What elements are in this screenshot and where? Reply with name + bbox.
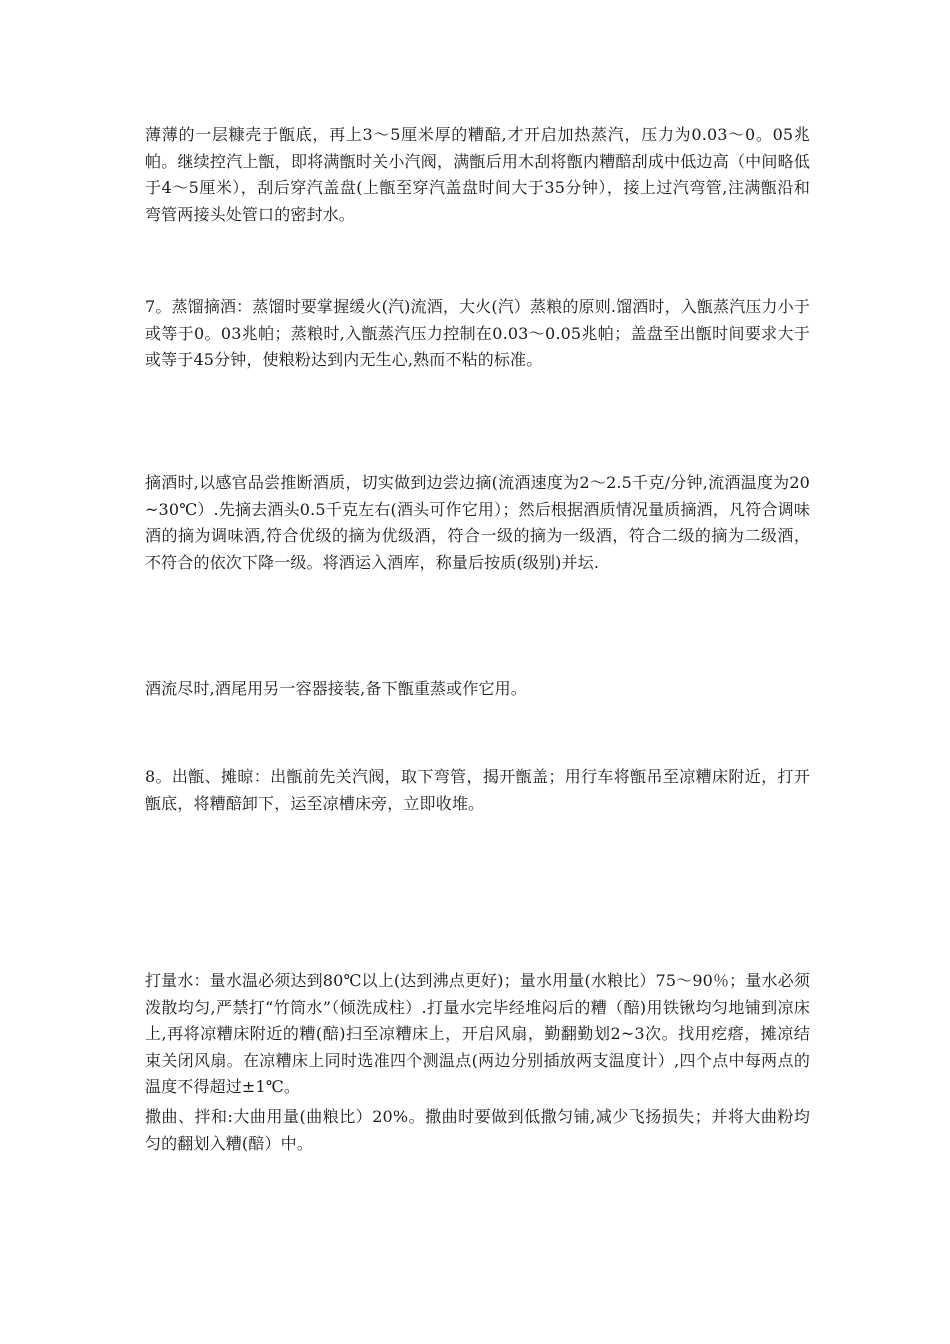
paragraph-liquor-picking: 摘酒时,以感官品尝推断酒质，切实做到边尝边摘(流酒速度为2～2.5千克/分钟,流酒温度为20~30℃）.先摘去酒头0.5千克左右(酒头可作它用）；然后根据酒质情况量质摘酒，凡符合调味酒的摘为调味酒,符合优级的摘为优级酒，符合一级的摘为一级酒，符合二级的摘为二级酒，不符合的依次下降一级。将酒运入酒库，称量后按质(级别)并坛. (145, 473, 810, 572)
paragraph-water-addition: 打量水：量水温必须达到80℃以上(达到沸点更好)；量水用量(水粮比）75～90％；量水必须泼散均匀,严禁打“竹筒水”（倾洗成柱）.打量水完毕经堆闷后的糟（醅)用铁锹均匀地铺到凉床上,再将凉糟床附近的糟(醅)扫至凉糟床上，开启风扇，勤翻勤划2~3次。找用疙瘩，摊凉结束关闭风扇。在凉糟床上同时选准四个测温点(两边分别插放两支温度计）,四个点中每两点的温度不得超过±1℃。 (145, 971, 810, 1096)
paragraph-liquor-tail: 酒流尽时,酒尾用另一容器接装,备下甑重蒸或作它用。 (145, 679, 527, 698)
paragraph-step8-cooling: 8。出甑、摊晾：出甑前先关汽阀，取下弯管，揭开甑盖；用行车将甑吊至凉糟床附近，打开甑底，将糟醅卸下，运至凉槽床旁，立即收堆。 (145, 767, 810, 813)
paragraph-steaming-loading: 薄薄的一层糠壳于甑底，再上3～5厘米厚的糟醅,才开启加热蒸汽，压力为0.03～0。05兆帕。继续控汽上甑，即将满甑时关小汽阀，满甑后用木刮将甑内糟醅刮成中低边高（中间略低于4～5厘米），刮后穿汽盖盘(上甑至穿汽盖盘时间大于35分钟），接上过汽弯管,注满甑沿和弯管两接头处管口的密封水。 (145, 125, 810, 224)
paragraph-koji-mixing: 撒曲、拌和:大曲用量(曲粮比）20%。撒曲时要做到低撒匀铺,减少飞扬损失；并将大曲粉均匀的翻划入糟(醅）中。 (145, 1107, 810, 1153)
paragraph-step7-distillation: 7。蒸馏摘酒：蒸馏时要掌握缓火(汽)流酒，大火(汽）蒸粮的原则.馏酒时，入甑蒸汽压力小于或等于0。03兆帕；蒸粮时,入甑蒸汽压力控制在0.03～0.05兆帕；盖盘至出甑时间要求大于或等于45分钟，使粮粉达到内无生心,熟而不粘的标准。 (145, 297, 810, 369)
